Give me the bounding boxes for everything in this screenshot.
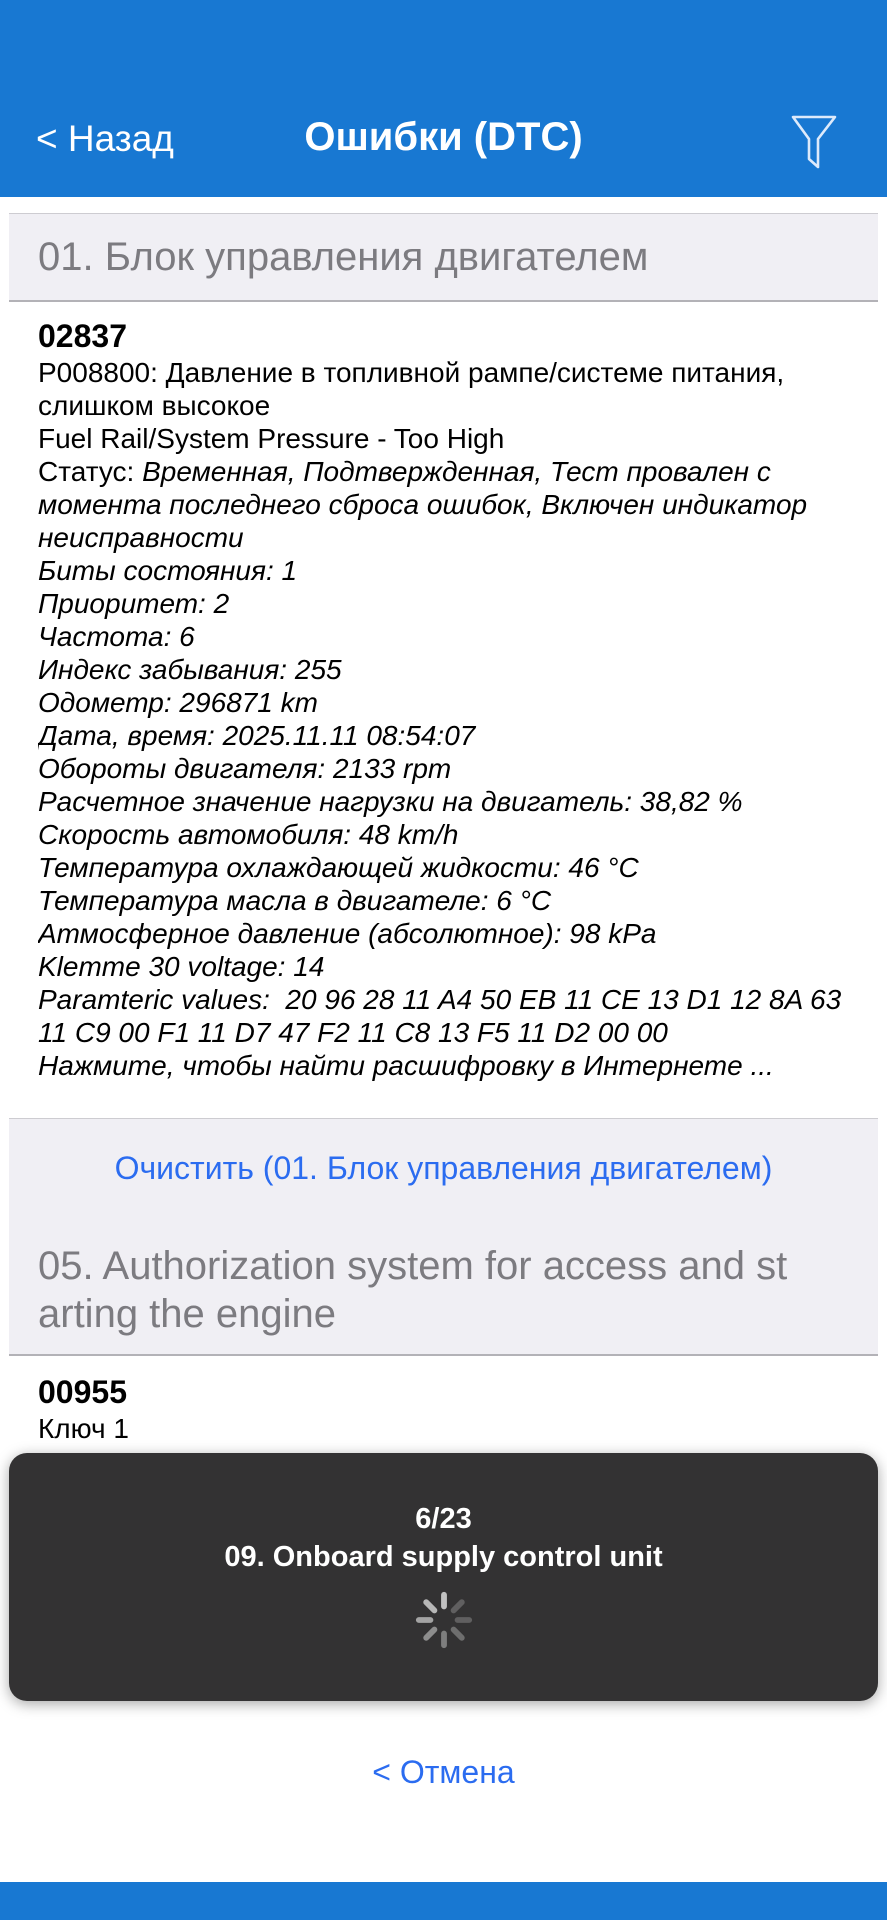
activity-spinner-icon bbox=[413, 1589, 475, 1651]
dtc-status-line bbox=[38, 455, 849, 554]
navbar bbox=[0, 0, 887, 197]
section-title-line1: 05. Authorization system for access and st bbox=[38, 1244, 788, 1288]
scan-progress-toast bbox=[9, 1453, 878, 1701]
text-line: Paramteric values: 20 96 28 11 A4 50 EB 11 CE 13 D1 12 8A 63 11 C9 00 F1 11 D7 47 F2 11 C8 13 F5 11 D2 00 00 bbox=[38, 984, 849, 1048]
section-header-05 bbox=[9, 1217, 878, 1356]
text-line: Одометр: 296871 km bbox=[38, 687, 318, 718]
section-header-01 bbox=[9, 213, 878, 302]
section-title-line2: arting the engine bbox=[38, 1292, 337, 1336]
page-title: Ошибки (DTC) bbox=[304, 115, 583, 159]
progress-counter: 6/23 bbox=[415, 1503, 472, 1535]
cancel-button[interactable] bbox=[0, 1750, 887, 1794]
bottom-accent-bar bbox=[0, 1882, 887, 1920]
text-line: Обороты двигателя: 2133 rpm bbox=[38, 753, 452, 784]
text-line: Дата, время: 2025.11.11 08:54:07 bbox=[38, 720, 476, 751]
clear-dtc-label: Очистить (01. Блок управления двигателем) bbox=[114, 1150, 773, 1186]
text-line: Температура масла в двигателе: 6 °C bbox=[38, 885, 552, 916]
text-line: Биты состояния: 1 bbox=[38, 555, 298, 586]
dtc-entry-00955[interactable] bbox=[38, 1372, 849, 1445]
status-label: Статус: bbox=[38, 456, 143, 487]
text-line: Fuel Rail/System Pressure - Too High bbox=[38, 423, 505, 454]
dtc-description bbox=[38, 356, 849, 455]
clear-dtc-button[interactable] bbox=[9, 1118, 878, 1217]
text-line: Скорость автомобиля: 48 km/h bbox=[38, 819, 459, 850]
text-line: P008800: Давление в топливной рампе/системе питания, слишком высокое bbox=[38, 357, 785, 421]
cancel-label: < Отмена bbox=[372, 1754, 515, 1790]
text-line: Частота: 6 bbox=[38, 621, 195, 652]
section-title: 01. Блок управления двигателем bbox=[38, 235, 649, 279]
text-line: Атмосферное давление (абсолютное): 98 kPa bbox=[38, 918, 657, 949]
dtc-entry-02837[interactable] bbox=[38, 316, 849, 1118]
text-line: Индекс забывания: 255 bbox=[38, 654, 342, 685]
progress-current-unit: 09. Onboard supply control unit bbox=[224, 1541, 663, 1573]
filter-funnel-icon[interactable] bbox=[790, 110, 838, 176]
text-line: Расчетное значение нагрузки на двигатель: 38,82 % bbox=[38, 786, 743, 817]
dtc-subtitle: Ключ 1 bbox=[38, 1413, 129, 1444]
dtc-code: 02837 bbox=[38, 318, 127, 354]
status-value: Временная, Подтвержденная, Тест провален с момента последнего сброса ошибок, Включен индикатор неисправности bbox=[38, 456, 808, 553]
text-line: Температура охлаждающей жидкости: 46 °C bbox=[38, 852, 639, 883]
text-line: Klemme 30 voltage: 14 bbox=[38, 951, 325, 982]
dtc-code: 00955 bbox=[38, 1374, 127, 1410]
dtc-detail-lines bbox=[38, 554, 849, 1049]
dtc-web-lookup-hint[interactable]: Нажмите, чтобы найти расшифровку в Интернете ... bbox=[38, 1050, 774, 1081]
text-line: Приоритет: 2 bbox=[38, 588, 230, 619]
back-button[interactable]: < Назад bbox=[36, 118, 174, 159]
